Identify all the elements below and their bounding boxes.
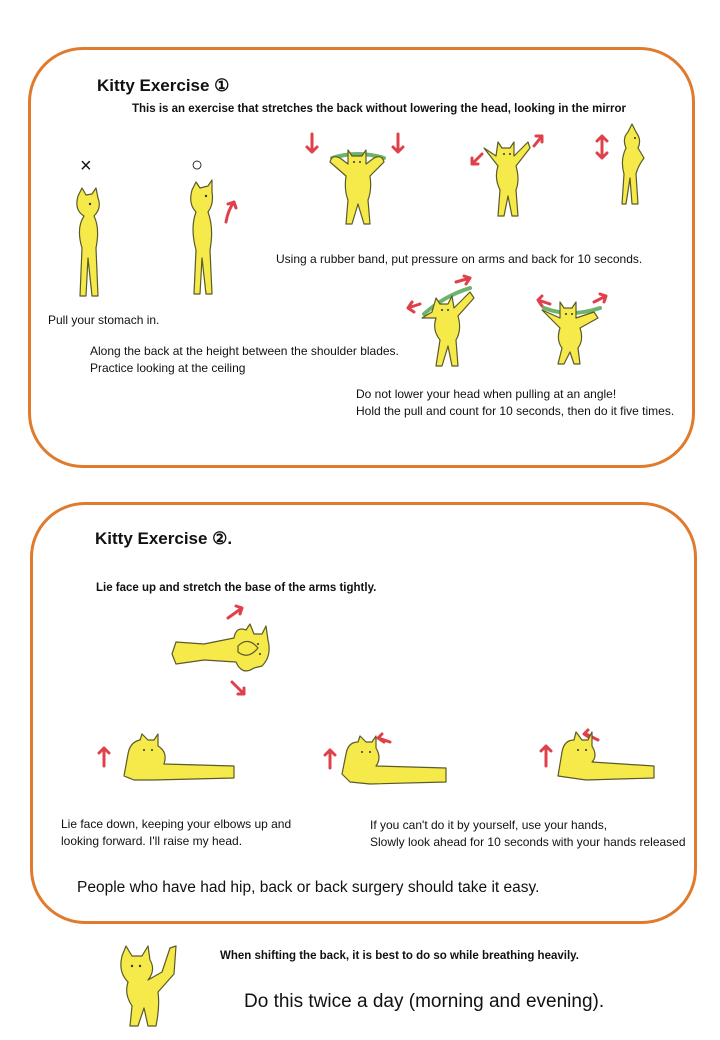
red-arrow-icon bbox=[541, 746, 551, 766]
red-arrow-icon bbox=[307, 134, 317, 152]
red-arrow-icon bbox=[228, 606, 242, 618]
red-arrow-icon bbox=[456, 276, 470, 284]
red-arrow-icon bbox=[597, 136, 607, 158]
angle-pull-instruction-line2: Hold the pull and count for 10 seconds, then do it five times. bbox=[356, 404, 675, 418]
angle-pull-instruction-line1: Do not lower your head when pulling at an angle! bbox=[356, 387, 617, 401]
kitty-angle-pull-right-illustration bbox=[530, 282, 630, 368]
right-mark: ○ bbox=[191, 154, 204, 176]
red-arrow-icon bbox=[226, 202, 236, 222]
kitty-face-down-hands-illustration bbox=[320, 730, 452, 790]
kitty-waving-illustration bbox=[114, 942, 186, 1030]
exercise-2-title: Kitty Exercise ②. bbox=[95, 529, 233, 548]
breathing-tip: When shifting the back, it is best to do so while breathing heavily. bbox=[220, 950, 579, 962]
frequency-note: Do this twice a day (morning and evening). bbox=[244, 991, 605, 1012]
exercise-1-subtitle: This is an exercise that stretches the back without lowering the head, looking in the mirror bbox=[132, 103, 626, 115]
kitty-rubber-band-overhead-illustration bbox=[302, 128, 414, 228]
face-down-instruction-line1: Lie face down, keeping your elbows up and bbox=[61, 817, 292, 831]
red-arrow-icon bbox=[378, 734, 390, 742]
stomach-instruction: Pull your stomach in. bbox=[48, 313, 160, 327]
red-arrow-icon bbox=[408, 302, 420, 312]
surgery-caution: People who have had hip, back or back surgery should take it easy. bbox=[77, 879, 540, 896]
exercise-2-subtitle: Lie face up and stretch the base of the arms tightly. bbox=[96, 582, 377, 594]
red-arrow-icon bbox=[472, 154, 482, 164]
exercise-2-panel bbox=[30, 502, 697, 924]
red-arrow-icon bbox=[534, 136, 542, 146]
face-down-instruction-line2: looking forward. I'll raise my head. bbox=[61, 834, 243, 848]
red-arrow-icon bbox=[594, 294, 606, 302]
back-instruction-line2: Practice looking at the ceiling bbox=[90, 361, 246, 375]
red-arrow-icon bbox=[325, 750, 335, 768]
red-arrow-icon bbox=[393, 134, 403, 152]
back-instruction-line1: Along the back at the height between the shoulder blades. bbox=[90, 344, 399, 358]
kitty-side-view-illustration bbox=[592, 124, 652, 208]
kitty-correct-posture-illustration bbox=[182, 180, 252, 298]
kitty-face-down-released-illustration bbox=[532, 726, 664, 786]
kitty-face-down-elbows-illustration bbox=[94, 730, 238, 786]
wrong-mark: × bbox=[80, 155, 92, 177]
kitty-arms-back-illustration bbox=[468, 128, 548, 220]
red-arrow-icon bbox=[538, 296, 550, 306]
hands-instruction-line1: If you can't do it by yourself, use your hands, bbox=[370, 818, 608, 832]
kitty-angle-pull-left-illustration bbox=[404, 274, 504, 370]
red-arrow-icon bbox=[99, 748, 109, 766]
hands-instruction-line2: Slowly look ahead for 10 seconds with your hands released bbox=[370, 835, 686, 849]
kitty-wrong-posture-illustration bbox=[66, 188, 114, 300]
kitty-lying-face-up-illustration bbox=[168, 604, 280, 700]
red-arrow-icon bbox=[232, 682, 244, 694]
exercise-1-title: Kitty Exercise ① bbox=[97, 76, 230, 95]
rubber-band-instruction: Using a rubber band, put pressure on arms and back for 10 seconds. bbox=[276, 252, 643, 266]
